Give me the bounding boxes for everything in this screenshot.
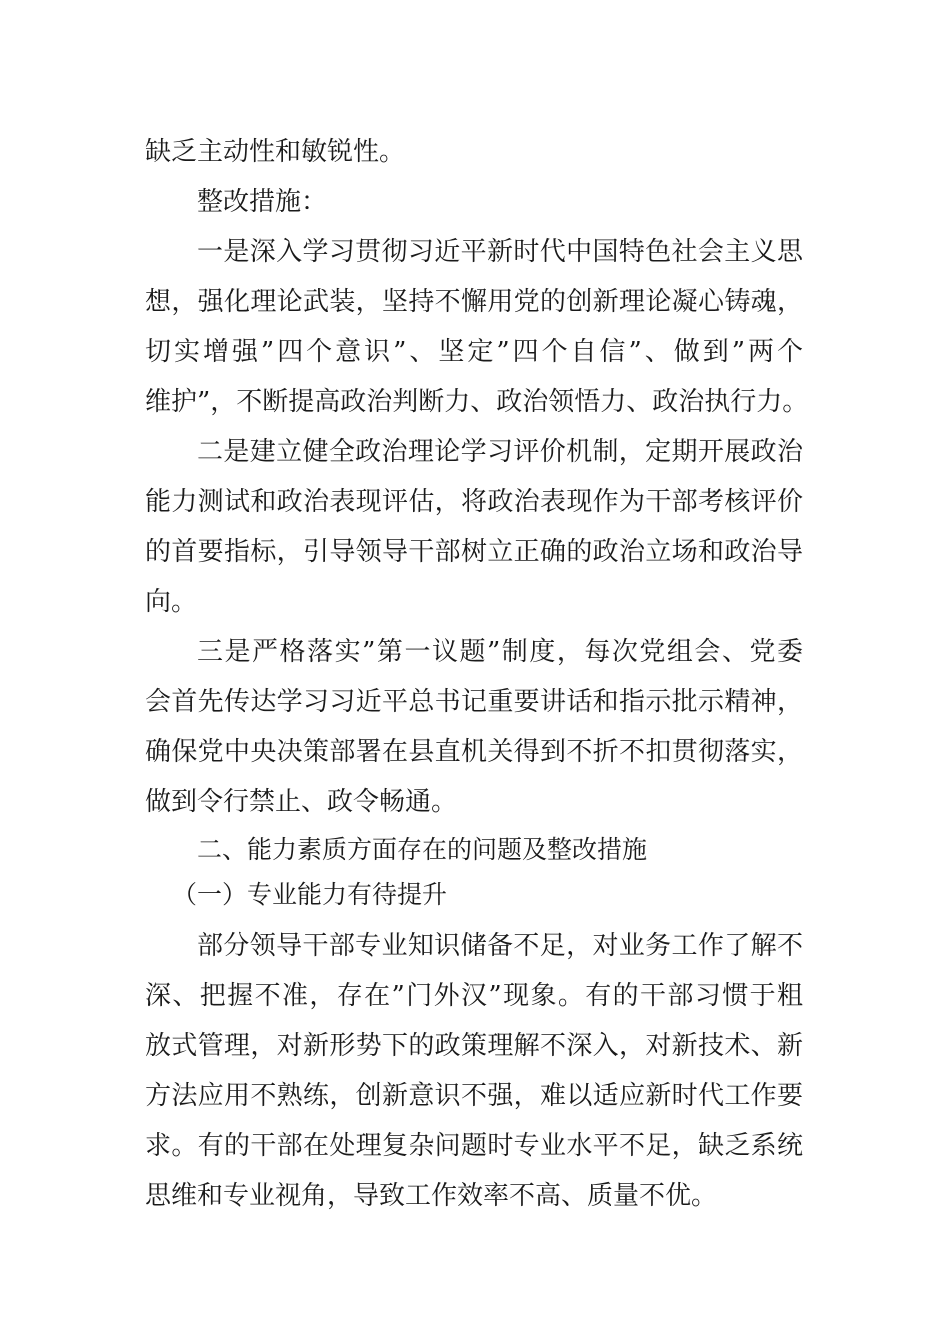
text-line: 部分领导干部专业知识储备不足，对业务工作了解不 [197, 931, 803, 961]
text-line: 向。 [145, 587, 198, 617]
text-line: 深、把握不准，存在”门外汉”现象。有的干部习惯于粗 [145, 981, 803, 1011]
text-line: 一是深入学习贯彻习近平新时代中国特色社会主义思 [197, 237, 803, 267]
text-line: 切实增强”四个意识”、坚定”四个自信”、做到”两个 [145, 337, 803, 367]
text-line: 缺乏主动性和敏锐性。 [145, 137, 406, 167]
section-heading: 二、能力素质方面存在的问题及整改措施 [197, 835, 648, 864]
text-line: 的首要指标，引导领导干部树立正确的政治立场和政治导 [145, 537, 803, 567]
text-line: 三是严格落实”第一议题”制度，每次党组会、党委 [197, 637, 803, 667]
section-label: 整改措施： [197, 187, 328, 217]
subsection-heading: （一）专业能力有待提升 [172, 880, 448, 909]
text-line: 想，强化理论武装，坚持不懈用党的创新理论凝心铸魂， [145, 287, 803, 317]
text-line: 求。有的干部在处理复杂问题时专业水平不足，缺乏系统 [145, 1131, 803, 1161]
text-line: 会首先传达学习习近平总书记重要讲话和指示批示精神， [145, 687, 803, 717]
text-line: 能力测试和政治表现评估，将政治表现作为干部考核评价 [145, 487, 803, 517]
text-line: 方法应用不熟练，创新意识不强，难以适应新时代工作要 [145, 1081, 803, 1111]
text-line: 做到令行禁止、政令畅通。 [145, 787, 458, 817]
text-line: 思维和专业视角，导致工作效率不高、质量不优。 [145, 1181, 718, 1211]
text-line: 维护”，不断提高政治判断力、政治领悟力、政治执行力。 [145, 387, 809, 417]
text-line: 确保党中央决策部署在县直机关得到不折不扣贯彻落实， [145, 737, 803, 767]
text-line: 放式管理，对新形势下的政策理解不深入，对新技术、新 [145, 1031, 803, 1061]
text-line: 二是建立健全政治理论学习评价机制，定期开展政治 [197, 437, 803, 467]
